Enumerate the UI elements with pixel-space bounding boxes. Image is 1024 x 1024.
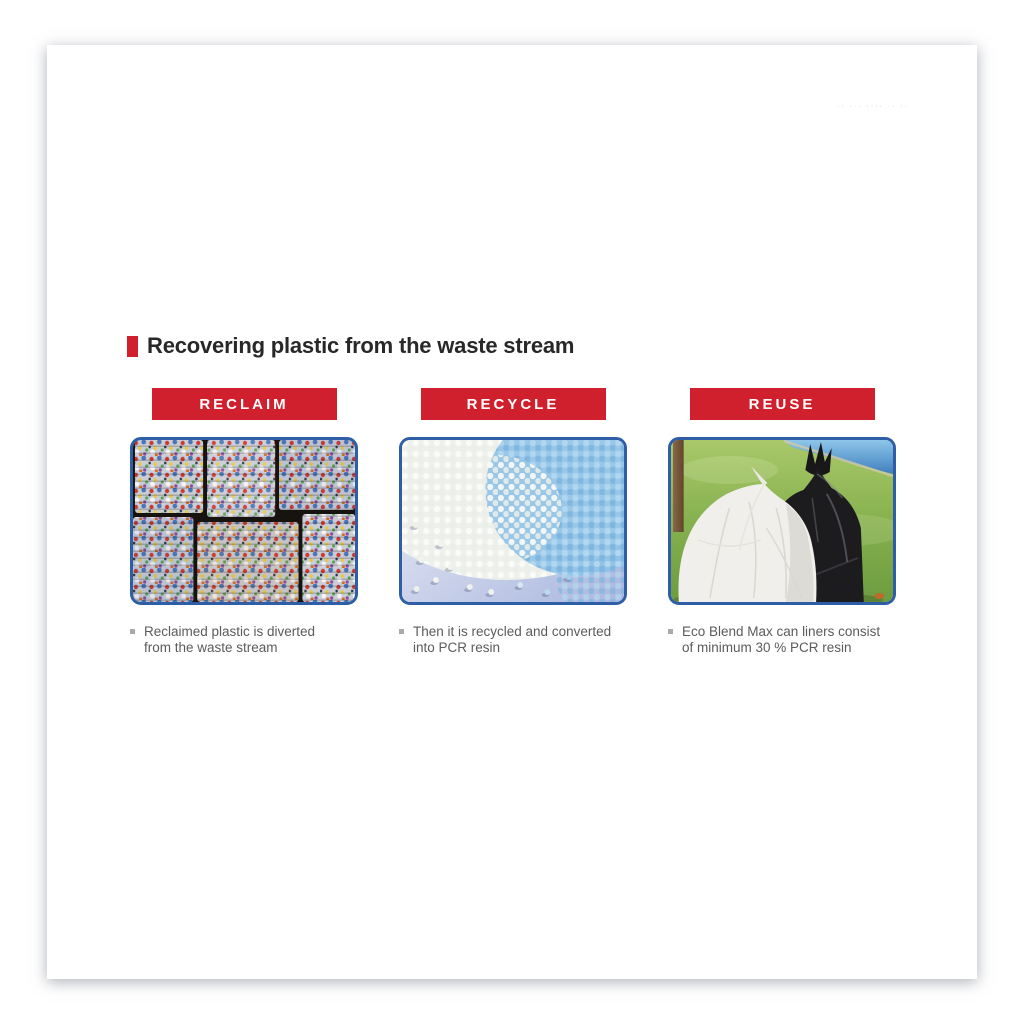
section-title-row xyxy=(127,333,574,359)
recycle-caption xyxy=(399,624,627,656)
column-recycle xyxy=(399,388,627,656)
document-page xyxy=(47,45,977,979)
reuse-caption xyxy=(668,624,896,656)
recycle-photo-frame xyxy=(399,437,627,605)
recycle-header-banner: RECYCLE xyxy=(421,388,606,420)
caption-line: from the waste stream xyxy=(144,639,278,655)
caption-line: of minimum 30 % PCR resin xyxy=(682,639,852,655)
faint-watermark: ·· ··· ···· ·· ·· xyxy=(837,103,910,110)
square-bullet-icon xyxy=(130,629,135,634)
caption-line: Then it is recycled and converted xyxy=(413,624,612,639)
reclaim-photo-frame xyxy=(130,437,358,605)
column-reclaim xyxy=(130,388,358,656)
reuse-header-banner: REUSE xyxy=(690,388,875,420)
section-title: Recovering plastic from the waste stream xyxy=(147,333,575,358)
reclaim-header-banner: RECLAIM xyxy=(152,388,337,420)
caption-line: Reclaimed plastic is diverted xyxy=(144,624,316,639)
reclaim-caption xyxy=(130,624,358,656)
red-square-bullet-icon xyxy=(127,336,138,357)
reuse-photo-frame xyxy=(668,437,896,605)
resin-pellets-photo xyxy=(402,440,624,602)
square-bullet-icon xyxy=(668,629,673,634)
caption-line: into PCR resin xyxy=(413,639,501,655)
plastic-bales-photo xyxy=(133,440,355,602)
caption-line: Eco Blend Max can liners consist xyxy=(682,624,881,639)
square-bullet-icon xyxy=(399,629,404,634)
column-reuse xyxy=(668,388,896,656)
trash-bags-photo xyxy=(671,440,893,602)
